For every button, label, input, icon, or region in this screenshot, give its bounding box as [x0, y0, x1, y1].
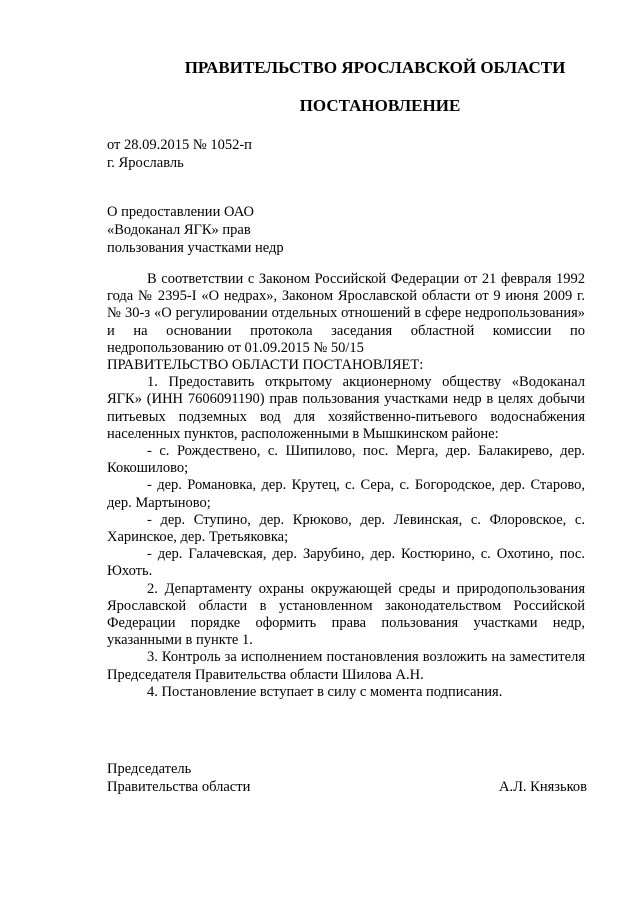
signature-row: [107, 778, 587, 796]
date-number-line: от 28.09.2015 № 1052-п: [107, 137, 252, 153]
signature-block: [107, 760, 587, 796]
resolution-body: [107, 271, 585, 701]
signer-name: А.Л. Князьков: [498, 779, 587, 795]
preamble-paragraph: В соответствии с Законом Российской Федерации от 21 февраля 1992 года № 2395-I «О недрах», Законом Ярославской области от 9 июня 2009 г. № 30-з «О регулировании отдельных отношений в сфере недропользования» и на основании протокола заседания областной комиссии по недропользованию от 01.09.2015 № 50/15: [107, 271, 585, 356]
item-4-paragraph: 4. Постановление вступает в силу с момента подписания.: [147, 683, 503, 700]
settlement-list-item-1: - с. Рождествено, с. Шипилово, пос. Мерга, дер. Балакирево, дер. Кокошилово;: [107, 443, 585, 477]
signer-title-line-1: Председатель: [107, 761, 192, 777]
subject-line-1: О предоставлении ОАО: [107, 204, 254, 220]
settlement-list-item-3: - дер. Ступино, дер. Крюково, дер. Левинская, с. Флоровское, с. Харинское, дер. Третьяковка;: [107, 511, 585, 546]
subject-block: [107, 203, 284, 257]
settlement-list-item-4: - дер. Галачевская, дер. Зарубино, дер. Костюрино, с. Охотино, пос. Юхоть.: [107, 546, 585, 580]
item-2-paragraph: 2. Департаменту охраны окружающей среды и природопользования Ярославской области в установленном законодательством Российской Федерации порядке оформить права пользования участками недр, указанными в пункте 1.: [107, 580, 585, 649]
document-type-title: ПОСТАНОВЛЕНИЕ: [299, 96, 461, 115]
settlement-list-item-2: - дер. Романовка, дер. Крутец, с. Сера, с. Богородское, дер. Старово, дер. Мартыново;: [107, 477, 585, 511]
signer-title-line-2: Правительства области: [107, 779, 251, 795]
subject-line-2: «Водоканал ЯГК» прав: [107, 222, 251, 238]
item-3-paragraph: 3. Контроль за исполнением постановления возложить на заместителя Председателя Правительства области Шилова А.Н.: [107, 649, 585, 683]
item-1-paragraph: 1. Предоставить открытому акционерному обществу «Водоканал ЯГК» (ИНН 7606091190) прав пользования участками недр в целях добычи питьевых подземных вод для хозяйственно-питьевого водоснабжения населенных пунктов, расположенными в Мышкинском районе:: [107, 374, 585, 442]
city-line: г. Ярославль: [107, 155, 184, 171]
resolves-line: ПРАВИТЕЛЬСТВО ОБЛАСТИ ПОСТАНОВЛЯЕТ:: [107, 357, 424, 374]
subject-line-3: пользования участками недр: [107, 240, 284, 256]
government-title: ПРАВИТЕЛЬСТВО ЯРОСЛАВСКОЙ ОБЛАСТИ: [184, 58, 566, 77]
